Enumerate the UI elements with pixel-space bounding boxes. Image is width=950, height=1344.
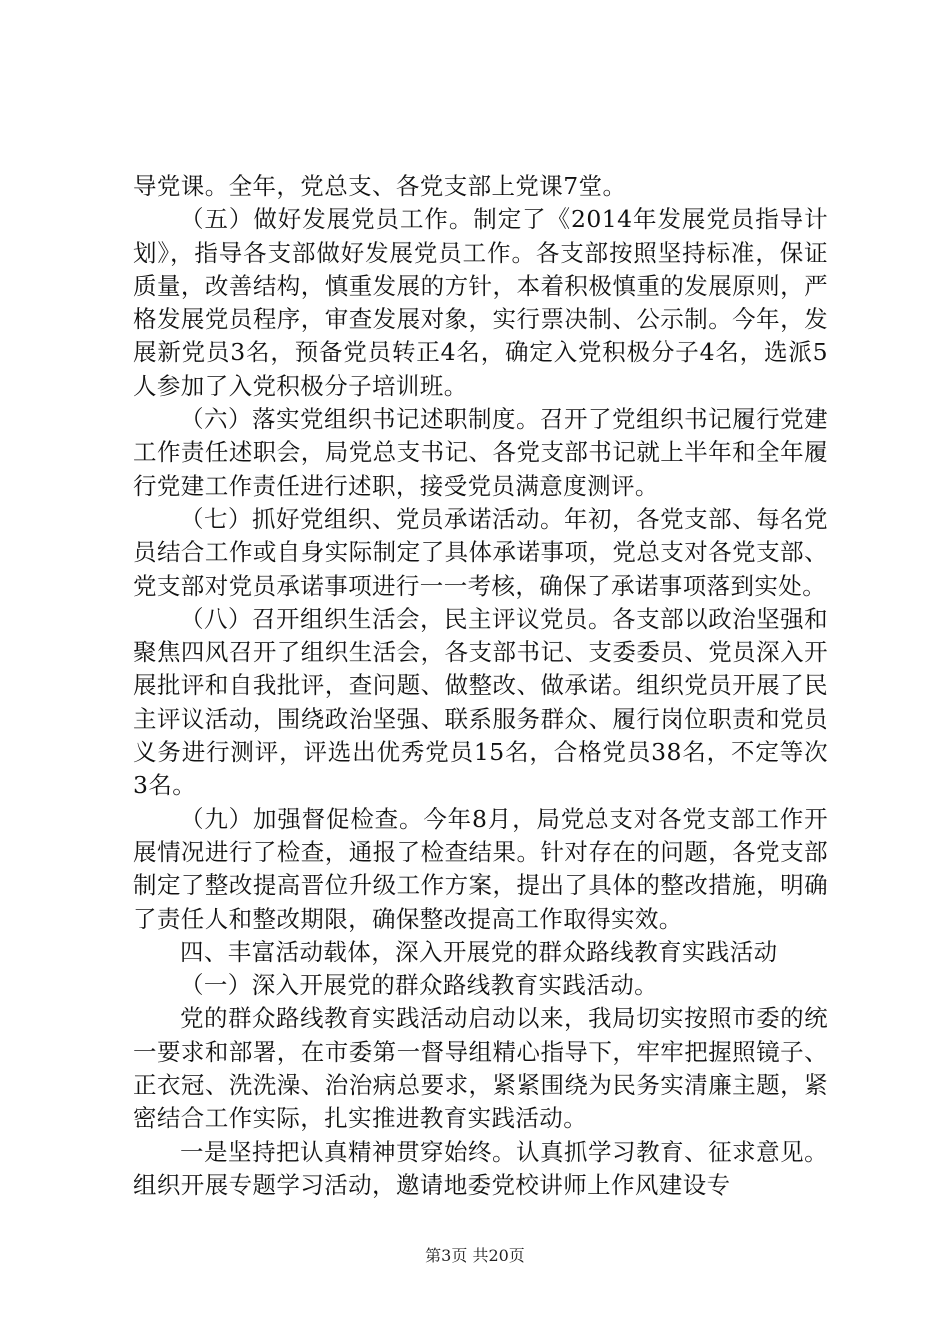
paragraph-mass-line: 党的群众路线教育实践活动启动以来，我局切实按照市委的统一要求和部署，在市委第一督导组精心指导下，牢牢把握照镜子、正衣冠、洗洗澡、治治病总要求，紧紧围绕为民务实清廉主题，紧密结合工作实际，扎实推进教育实践活动。 xyxy=(133,1004,828,1133)
section-heading-four: 四、丰富活动载体，深入开展党的群众路线教育实践活动 xyxy=(180,937,778,966)
paragraph-supervision: （九）加强督促检查。今年8月，局党总支对各党支部工作开展情况进行了检查，通报了检查结果。针对存在的问题，各党支部制定了整改提高晋位升级工作方案，提出了具体的整改措施，明确了责任人和整改期限，确保整改提高工作取得实效。 xyxy=(133,804,828,933)
paragraph-develop-members: （五）做好发展党员工作。制定了《2014年发展党员指导计划》，指导各支部做好发展党员工作。各支部按照坚持标准，保证质量，改善结构，慎重发展的方针，本着积极慎重的发展原则，严格发展党员程序，审查发展对象，实行票决制、公示制。今年，发展新党员3名，预备党员转正4名，确定入党积极分子4名，选派5人参加了入党积极分子培训班。 xyxy=(133,205,828,400)
paragraph-continuation: 导党课。全年，党总支、各党支部上党课7堂。 xyxy=(133,172,627,200)
paragraph-first-point: 一是坚持把认真精神贯穿始终。认真抓学习教育、征求意见。组织开展专题学习活动，邀请地委党校讲师上作风建设专 xyxy=(133,1137,828,1199)
subsection-heading-one: （一）深入开展党的群众路线教育实践活动。 xyxy=(180,971,658,1000)
paragraph-org-life-meeting: （八）召开组织生活会，民主评议党员。各支部以政治坚强和聚焦四风召开了组织生活会，各支部书记、支委委员、党员深入开展批评和自我批评，查问题、做整改、做承诺。组织党员开展了民主评议活动，围绕政治坚强、联系服务群众、履行岗位职责和党员义务进行测评，评选出优秀党员15名，合格党员38名，不定等次3名。 xyxy=(133,604,828,800)
page-number-footer: 第3页 共20页 xyxy=(425,1246,525,1265)
document-body xyxy=(133,170,828,1202)
paragraph-commitment: （七）抓好党组织、党员承诺活动。年初，各党支部、每名党员结合工作或自身实际制定了具体承诺事项，党总支对各党支部、党支部对党员承诺事项进行一一考核，确保了承诺事项落到实处。 xyxy=(133,504,828,600)
paragraph-secretary-report: （六）落实党组织书记述职制度。召开了党组织书记履行党建工作责任述职会，局党总支书记、各党支部书记就上半年和全年履行党建工作责任进行述职，接受党员满意度测评。 xyxy=(133,405,828,500)
